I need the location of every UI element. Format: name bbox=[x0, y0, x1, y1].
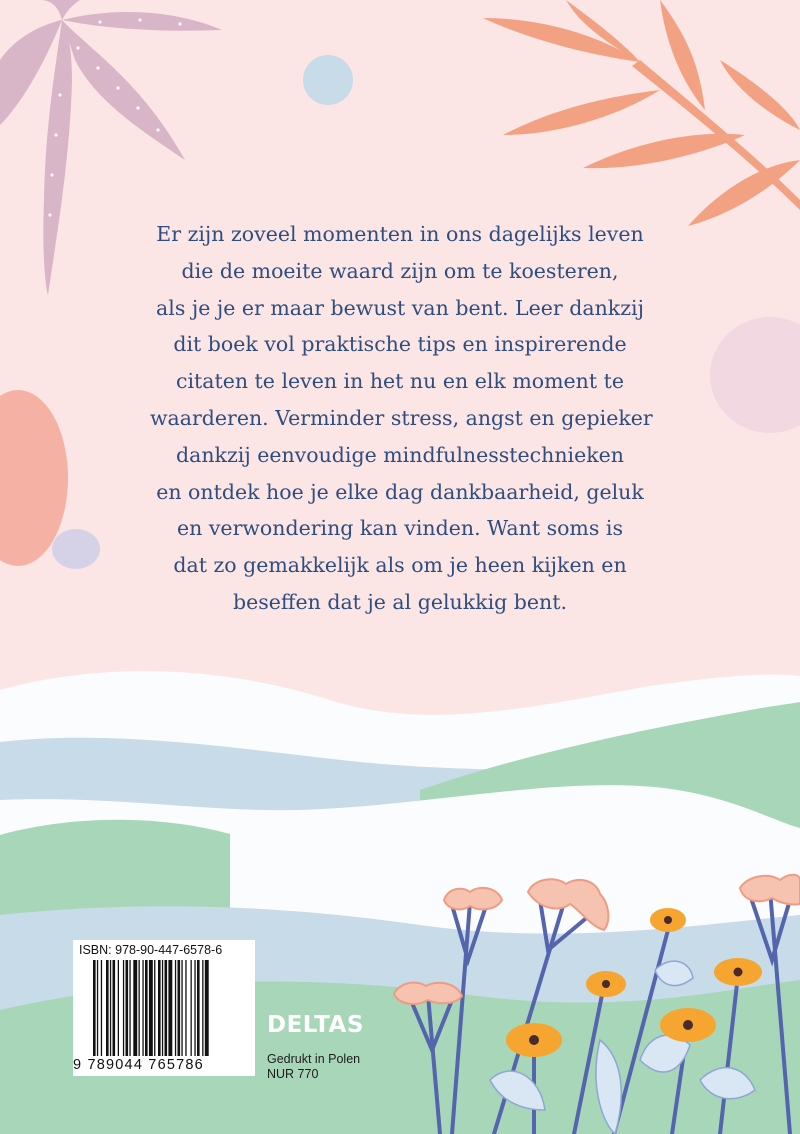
barcode-bar bbox=[185, 960, 186, 1056]
blurb-line: dankzij eenvoudige mindfulnesstechnieken bbox=[176, 442, 624, 467]
barcode-bar bbox=[168, 960, 172, 1056]
barcode-bar bbox=[149, 960, 153, 1056]
blurb-line: als je je er maar bewust van bent. Leer dankzij bbox=[156, 295, 644, 320]
barcode-bar bbox=[129, 960, 130, 1056]
barcode-bar bbox=[181, 960, 182, 1056]
salmon-leaf-icon bbox=[483, 0, 800, 226]
blurb-line: en verwondering kan vinden. Want soms is bbox=[177, 516, 623, 541]
blurb-line: Er zijn zoveel momenten in ons dagelijks leven bbox=[156, 222, 644, 246]
barcode-bar bbox=[110, 960, 111, 1056]
barcode-bar bbox=[205, 960, 209, 1056]
blurb-line: die de moeite waard zijn om te koesteren, bbox=[181, 258, 619, 283]
back-cover-blurb bbox=[150, 216, 653, 621]
barcode-bar bbox=[139, 960, 140, 1056]
barcode-bar bbox=[123, 960, 124, 1056]
barcode-bar bbox=[191, 960, 192, 1056]
blurb-line: dat zo gemakkelijk als om je heen kijken en bbox=[173, 553, 627, 578]
isbn-barcode bbox=[73, 940, 255, 1076]
barcode-bar bbox=[194, 960, 195, 1056]
barcode-bar bbox=[158, 960, 161, 1056]
barcode-bar bbox=[178, 960, 181, 1056]
barcode-bar bbox=[106, 960, 109, 1056]
ean-digits: 9 789044 765786 bbox=[73, 1057, 204, 1073]
barcode-bar bbox=[133, 960, 137, 1056]
blurb-line: waarderen. Verminder stress, angst en gepieker bbox=[150, 405, 653, 430]
barcode-bar bbox=[142, 960, 143, 1056]
blurb-line: beseffen dat je al gelukkig bent. bbox=[233, 589, 567, 614]
barcode-bar bbox=[101, 960, 102, 1056]
barcode-bar bbox=[113, 960, 116, 1056]
barcode-bar bbox=[162, 960, 163, 1056]
imprint bbox=[267, 1052, 360, 1082]
barcode-bar bbox=[145, 960, 148, 1056]
barcode-bar bbox=[154, 960, 155, 1056]
blurb-line: dit boek vol praktische tips en inspirerende bbox=[173, 332, 627, 357]
barcode-bar bbox=[197, 960, 200, 1056]
barcode-bar bbox=[97, 960, 98, 1056]
publisher-logo: DELTAS bbox=[267, 1012, 364, 1038]
barcode-bar bbox=[175, 960, 176, 1056]
barcode-bar bbox=[93, 960, 96, 1056]
barcode-bar bbox=[126, 960, 129, 1056]
printed-in-text: Gedrukt in Polen bbox=[267, 1052, 361, 1066]
nur-code: NUR 770 bbox=[267, 1067, 319, 1081]
isbn-label: ISBN: 978-90-447-6578-6 bbox=[79, 943, 223, 957]
blurb-line: citaten te leven in het nu en elk moment te bbox=[175, 369, 625, 394]
barcode-bar bbox=[118, 960, 119, 1056]
barcode-icon bbox=[93, 960, 249, 1056]
barcode-bar bbox=[165, 960, 168, 1056]
blurb-line: en ontdek hoe je elke dag dankbaarheid, geluk bbox=[156, 479, 644, 504]
barcode-bar bbox=[202, 960, 203, 1056]
